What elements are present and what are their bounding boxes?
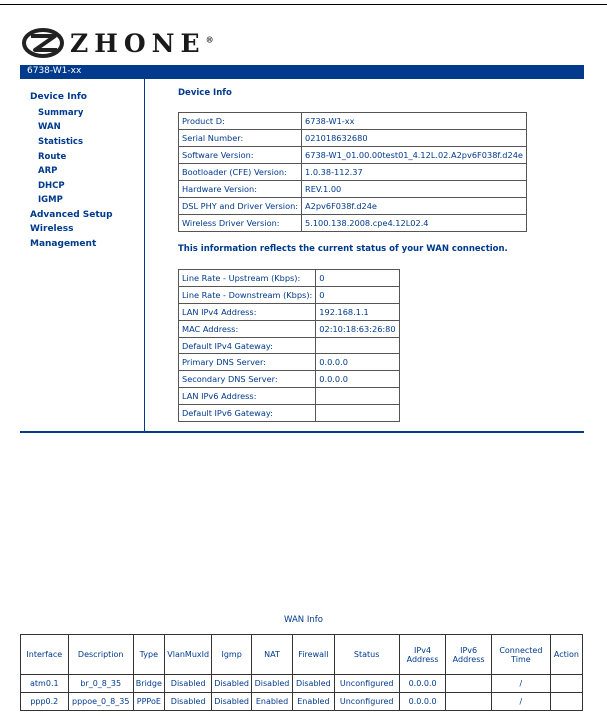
row-value: 0 xyxy=(316,286,399,303)
table-cell xyxy=(550,675,582,693)
row-label: Line Rate - Downstream (Kbps): xyxy=(179,286,316,303)
sidebar-item-wireless[interactable]: Wireless xyxy=(30,224,74,234)
row-value: 6738-W1-xx xyxy=(302,113,527,130)
frame-bottom-rule xyxy=(20,431,584,433)
table-cell: 0.0.0.0 xyxy=(399,675,446,693)
table-row xyxy=(179,388,400,405)
column-header: Interface xyxy=(21,635,69,675)
row-value: 0.0.0.0 xyxy=(316,371,399,388)
table-row xyxy=(179,198,527,215)
sidebar-item-arp[interactable]: ARP xyxy=(38,166,58,176)
table-cell: ppp0.2 xyxy=(21,693,69,711)
table-row xyxy=(179,130,527,147)
page-title: Device Info xyxy=(178,88,232,98)
table-cell xyxy=(446,675,492,693)
row-label: Hardware Version: xyxy=(179,181,302,198)
row-label: Serial Number: xyxy=(179,130,302,147)
table-cell: / xyxy=(491,693,550,711)
sidebar-item-wan[interactable]: WAN xyxy=(38,122,61,132)
table-row xyxy=(179,303,400,320)
row-label: MAC Address: xyxy=(179,320,316,337)
table-row xyxy=(179,371,400,388)
column-header: Type xyxy=(133,635,164,675)
row-value: 0 xyxy=(316,270,399,287)
table-cell: Bridge xyxy=(133,675,164,693)
sidebar-nav xyxy=(20,79,145,432)
row-value xyxy=(316,405,399,422)
row-label: DSL PHY and Driver Version: xyxy=(179,198,302,215)
row-label: Wireless Driver Version: xyxy=(179,215,302,232)
row-value xyxy=(316,388,399,405)
table-cell: Enabled xyxy=(293,693,334,711)
row-label: Primary DNS Server: xyxy=(179,354,316,371)
sidebar-item-statistics[interactable]: Statistics xyxy=(38,137,84,147)
table-cell: Unconfigured xyxy=(334,693,399,711)
column-header: IPv6 Address xyxy=(446,635,492,675)
table-cell xyxy=(550,693,582,711)
table-row xyxy=(179,354,400,371)
zhone-logo-icon xyxy=(22,27,64,59)
sidebar-item-igmp[interactable]: IGMP xyxy=(38,195,63,205)
column-header: Firewall xyxy=(293,635,334,675)
column-header: Action xyxy=(550,635,582,675)
row-label: LAN IPv4 Address: xyxy=(179,303,316,320)
row-value: 6738-W1_01.00.00test01_4.12L.02.A2pv6F038f.d24e xyxy=(302,147,527,164)
table-cell: / xyxy=(491,675,550,693)
table-row xyxy=(179,113,527,130)
table-header-row xyxy=(21,635,583,675)
wan-info-caption: WAN Info xyxy=(284,615,323,625)
row-value: 02:10:18:63:26:80 xyxy=(316,320,399,337)
wan-info-table xyxy=(20,634,583,711)
table-row xyxy=(179,320,400,337)
row-value: 021018632680 xyxy=(302,130,527,147)
column-header: IPv4 Address xyxy=(399,635,446,675)
sidebar-item-dhcp[interactable]: DHCP xyxy=(38,181,65,191)
row-value: 0.0.0.0 xyxy=(316,354,399,371)
table-cell: 0.0.0.0 xyxy=(399,693,446,711)
table-row xyxy=(179,286,400,303)
row-label: LAN IPv6 Address: xyxy=(179,388,316,405)
device-info-table xyxy=(178,112,527,232)
row-label: Software Version: xyxy=(179,147,302,164)
table-cell: Disabled xyxy=(212,693,251,711)
table-row xyxy=(21,693,583,711)
brand-name: ZHONE® xyxy=(70,28,214,58)
table-cell: Disabled xyxy=(164,675,212,693)
table-row xyxy=(179,337,400,354)
sidebar-item-device-info[interactable]: Device Info xyxy=(30,92,87,102)
model-name: 6738-W1-xx xyxy=(27,66,82,76)
row-value: REV.1.00 xyxy=(302,181,527,198)
sidebar-item-advanced-setup[interactable]: Advanced Setup xyxy=(30,210,113,220)
table-row xyxy=(179,164,527,181)
table-cell: Enabled xyxy=(251,693,292,711)
row-label: Line Rate - Upstream (Kbps): xyxy=(179,270,316,287)
zhone-logo xyxy=(22,25,214,61)
row-value: 1.0.38-112.37 xyxy=(302,164,527,181)
column-header: Igmp xyxy=(212,635,251,675)
page-top-rule xyxy=(0,4,607,5)
table-cell: pppoe_0_8_35 xyxy=(68,693,133,711)
table-row xyxy=(179,270,400,287)
row-label: Default IPv6 Gateway: xyxy=(179,405,316,422)
row-label: Product D: xyxy=(179,113,302,130)
table-cell: Disabled xyxy=(212,675,251,693)
column-header: Connected Time xyxy=(491,635,550,675)
column-header: VlanMuxId xyxy=(164,635,212,675)
wan-status-note: This information reflects the current status of your WAN connection. xyxy=(178,244,508,254)
row-label: Secondary DNS Server: xyxy=(179,371,316,388)
table-row xyxy=(179,215,527,232)
sidebar-item-route[interactable]: Route xyxy=(38,152,67,162)
column-header: Description xyxy=(68,635,133,675)
table-row xyxy=(179,181,527,198)
row-value: 192.168.1.1 xyxy=(316,303,399,320)
sidebar-item-management[interactable]: Management xyxy=(30,239,97,249)
table-row xyxy=(179,147,527,164)
table-cell: Disabled xyxy=(251,675,292,693)
column-header: Status xyxy=(334,635,399,675)
wan-status-table xyxy=(178,269,400,422)
row-value: 5.100.138.2008.cpe4.12L02.4 xyxy=(302,215,527,232)
table-cell: Disabled xyxy=(164,693,212,711)
table-cell: br_0_8_35 xyxy=(68,675,133,693)
header-banner xyxy=(20,65,584,79)
table-cell xyxy=(446,693,492,711)
row-value: A2pv6F038f.d24e xyxy=(302,198,527,215)
sidebar-item-summary[interactable]: Summary xyxy=(38,108,84,118)
table-row xyxy=(179,405,400,422)
row-label: Default IPv4 Gateway: xyxy=(179,337,316,354)
column-header: NAT xyxy=(251,635,292,675)
table-cell: atm0.1 xyxy=(21,675,69,693)
table-cell: PPPoE xyxy=(133,693,164,711)
row-label: Bootloader (CFE) Version: xyxy=(179,164,302,181)
table-cell: Unconfigured xyxy=(334,675,399,693)
table-cell: Disabled xyxy=(293,675,334,693)
table-row xyxy=(21,675,583,693)
row-value xyxy=(316,337,399,354)
